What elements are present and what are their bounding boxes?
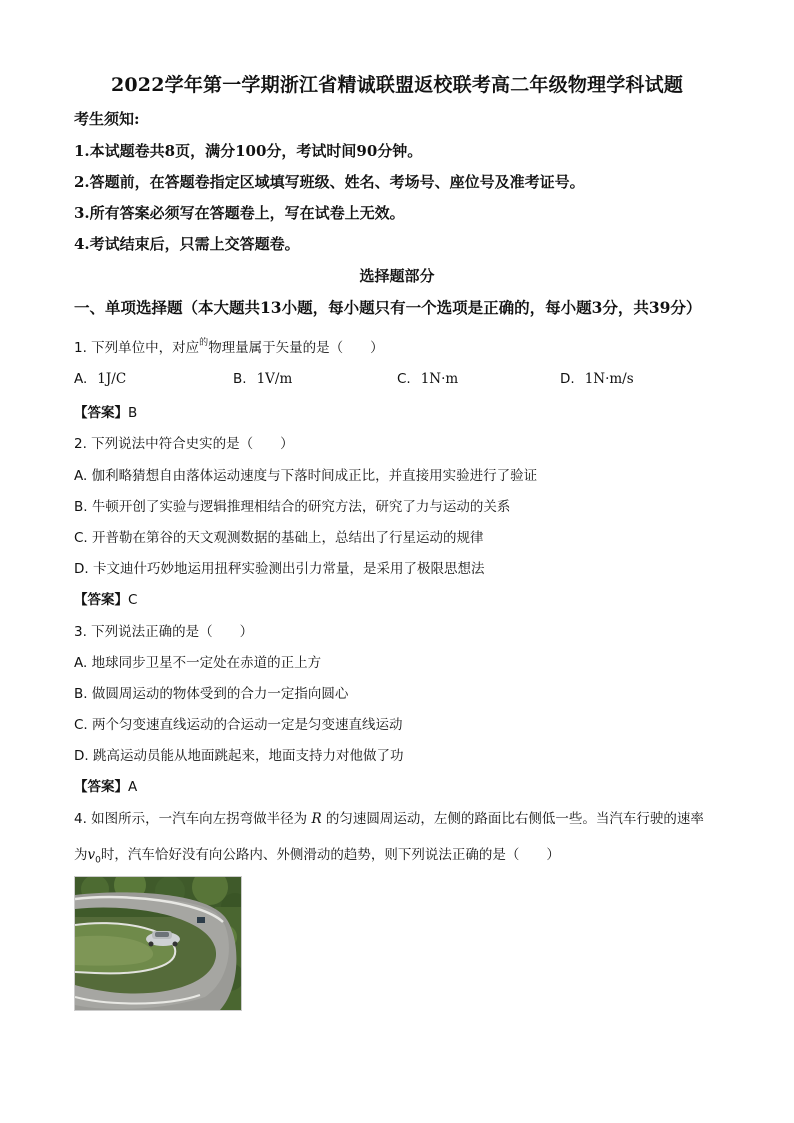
question-2: 2. 下列说法中符合史实的是（ ） — [74, 436, 294, 452]
q1-answer: 【答案】B — [74, 405, 138, 421]
notice-item-3: 3.所有答案必须写在答题卷上，写在试卷上无效。 — [74, 204, 405, 222]
q1-option-b: B. 1V/m — [233, 371, 293, 387]
question-1-sup: 的 — [199, 338, 209, 348]
q1-option-a: A. 1J/C — [74, 371, 127, 387]
q1-option-c: C. 1N·m — [397, 371, 459, 387]
q2-answer: 【答案】C — [74, 592, 138, 608]
q3-option-b: B. 做圆周运动的物体受到的合力一定指向圆心 — [74, 686, 349, 702]
q1-option-d: D. 1N·m/s — [560, 371, 634, 387]
exam-title: 2022学年第一学期浙江省精诚联盟返校联考高二年级物理学科试题 — [110, 74, 684, 96]
question-4-line-2: 为$v_0$时，汽车恰好没有向公路内、外侧滑动的趋势，则下列说法正确的是（ ） — [74, 847, 560, 866]
q3-option-a: A. 地球同步卫星不一定处在赤道的正上方 — [74, 655, 322, 671]
question-1-text-b: 物理量属于矢量的是（ ） — [208, 340, 384, 356]
question-1-text-a: 1. 下列单位中，对应 — [74, 340, 200, 356]
q3-option-c: C. 两个匀变速直线运动的合运动一定是匀变速直线运动 — [74, 717, 403, 733]
q3-option-d: D. 跳高运动员能从地面跳起来，地面支持力对他做了功 — [74, 748, 404, 764]
notice-item-2: 2.答题前，在答题卷指定区域填写班级、姓名、考场号、座位号及准考证号。 — [74, 173, 585, 191]
part-heading: 一、单项选择题（本大题共13小题，每小题只有一个选项是正确的，每小题3分，共39分） — [74, 298, 702, 317]
question-1 — [74, 335, 384, 356]
notice-item-1: 1.本试题卷共8页，满分100分，考试时间90分钟。 — [74, 142, 423, 160]
q2-option-c: C. 开普勒在第谷的天文观测数据的基础上，总结出了行星运动的规律 — [74, 530, 484, 546]
question-4-line-1: 4. 如图所示，一汽车向左拐弯做半径为 R 的匀速圆周运动，左侧的路面比右侧低一些。当汽车行驶的速率 — [74, 811, 704, 827]
q2-option-a: A. 伽利略猜想自由落体运动速度与下落时间成正比，并直接用实验进行了验证 — [74, 468, 538, 484]
q2-option-d: D. 卡文迪什巧妙地运用扭秤实验测出引力常量，是采用了极限思想法 — [74, 561, 485, 577]
notice-heading: 考生须知: — [74, 110, 140, 128]
curved-road-photo — [74, 876, 242, 1011]
question-3: 3. 下列说法正确的是（ ） — [74, 624, 254, 640]
q3-answer: 【答案】A — [74, 779, 138, 795]
section-title: 选择题部分 — [359, 267, 435, 285]
notice-item-4: 4.考试结束后，只需上交答题卷。 — [74, 235, 300, 253]
q2-option-b: B. 牛顿开创了实验与逻辑推理相结合的研究方法，研究了力与运动的关系 — [74, 499, 511, 515]
